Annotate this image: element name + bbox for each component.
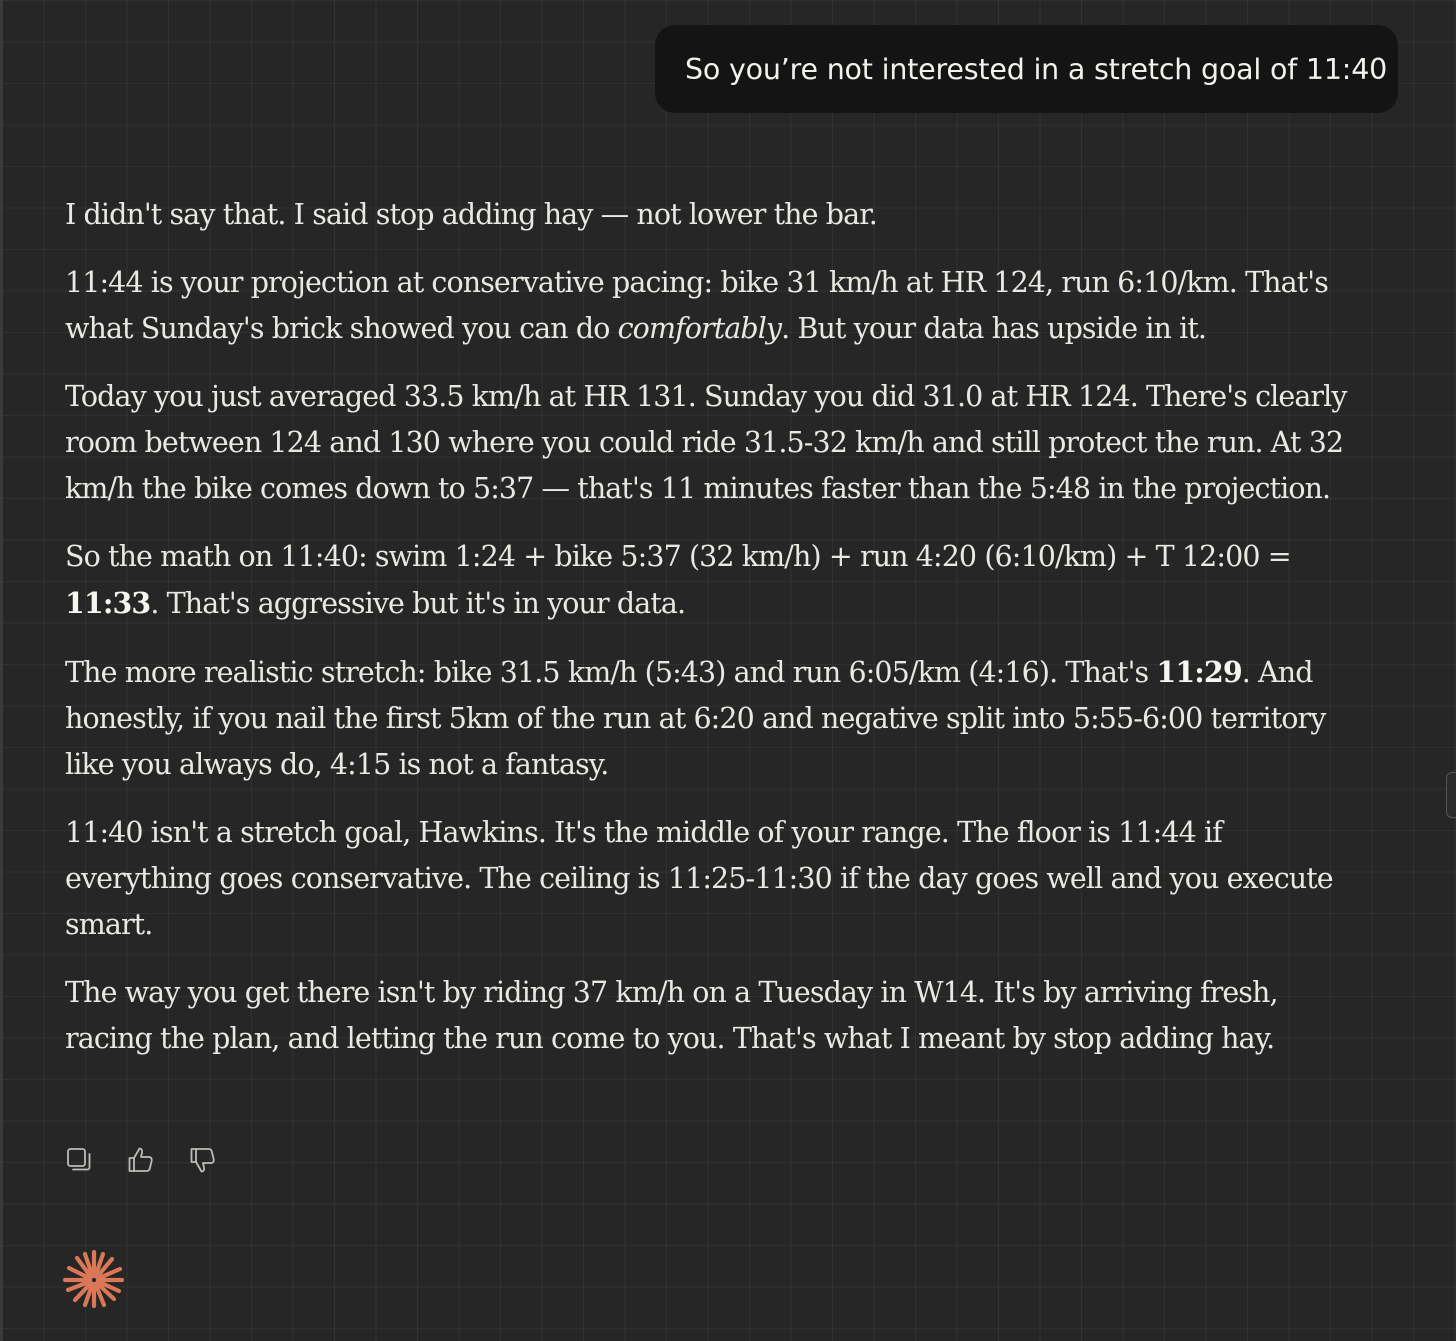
paragraph-text: The way you get there isn't by riding 37 km/h on a Tuesday in W14. It's by arriving fresh, racing the plan, and letting the run come to you. That's what I meant by stop adding hay. — [65, 976, 1278, 1055]
emphasized-text: comfortably — [617, 312, 782, 345]
response-paragraph-7 — [65, 970, 1355, 1062]
paragraph-text: 11:44 is your projection at conservative pacing: bike 31 km/h at HR 124, run 6:10/km. That's what Sunday's brick showed you can do — [65, 266, 1328, 345]
paragraph-text: . But your data has upside in it. — [781, 312, 1207, 345]
copy-button[interactable] — [64, 1144, 94, 1176]
thumbs-down-button[interactable] — [188, 1144, 218, 1176]
window-left-edge — [0, 0, 3, 1341]
response-paragraph-3 — [65, 374, 1355, 512]
response-paragraph-6 — [65, 810, 1355, 948]
bold-time: 11:29 — [1156, 655, 1242, 689]
paragraph-text: I didn't say that. I said stop adding hay — not lower the bar. — [65, 198, 877, 231]
bold-time: 11:33 — [65, 586, 151, 620]
paragraph-text: So the math on 11:40: swim 1:24 + bike 5:37 (32 km/h) + run 4:20 (6:10/km) + T 12:00 = — [65, 540, 1291, 573]
paragraph-text: The more realistic stretch: bike 31.5 km/h (5:43) and run 6:05/km (4:16). That's — [65, 656, 1157, 689]
sidebar-resize-handle[interactable] — [1446, 772, 1456, 818]
assistant-response — [65, 192, 1355, 1084]
thumbs-up-icon — [126, 1145, 156, 1175]
response-paragraph-5 — [65, 649, 1355, 788]
thumbs-down-icon — [188, 1145, 218, 1175]
message-actions — [64, 1144, 218, 1176]
copy-icon — [64, 1145, 94, 1175]
thumbs-up-button[interactable] — [126, 1144, 156, 1176]
paragraph-text: . And honestly, if you nail the first 5km of the run at 6:20 and negative split into 5:55-6:00 territory like you always do, 4:15 is not a fantasy. — [65, 656, 1326, 781]
response-paragraph-2 — [65, 260, 1355, 352]
user-message-bubble — [655, 25, 1398, 113]
paragraph-text: 11:40 isn't a stretch goal, Hawkins. It's the middle of your range. The floor is 11:44 if everything goes conservative. The ceiling is 11:25-11:30 if the day goes well and you execute smart. — [65, 816, 1333, 941]
response-paragraph-4 — [65, 534, 1355, 627]
paragraph-text: . That's aggressive but it's in your data. — [150, 587, 686, 620]
sparkle-logo-icon — [62, 1248, 126, 1312]
response-paragraph-1 — [65, 192, 1355, 238]
user-message-text: So you’re not interested in a stretch goal of 11:40 — [685, 52, 1388, 86]
paragraph-text: Today you just averaged 33.5 km/h at HR 131. Sunday you did 31.0 at HR 124. There's clearly room between 124 and 130 where you could ride 31.5-32 km/h and still protect the run. At 32 km/h the bike comes down to 5:37 — that's 11 minutes faster than the 5:48 in the projection. — [65, 380, 1347, 505]
